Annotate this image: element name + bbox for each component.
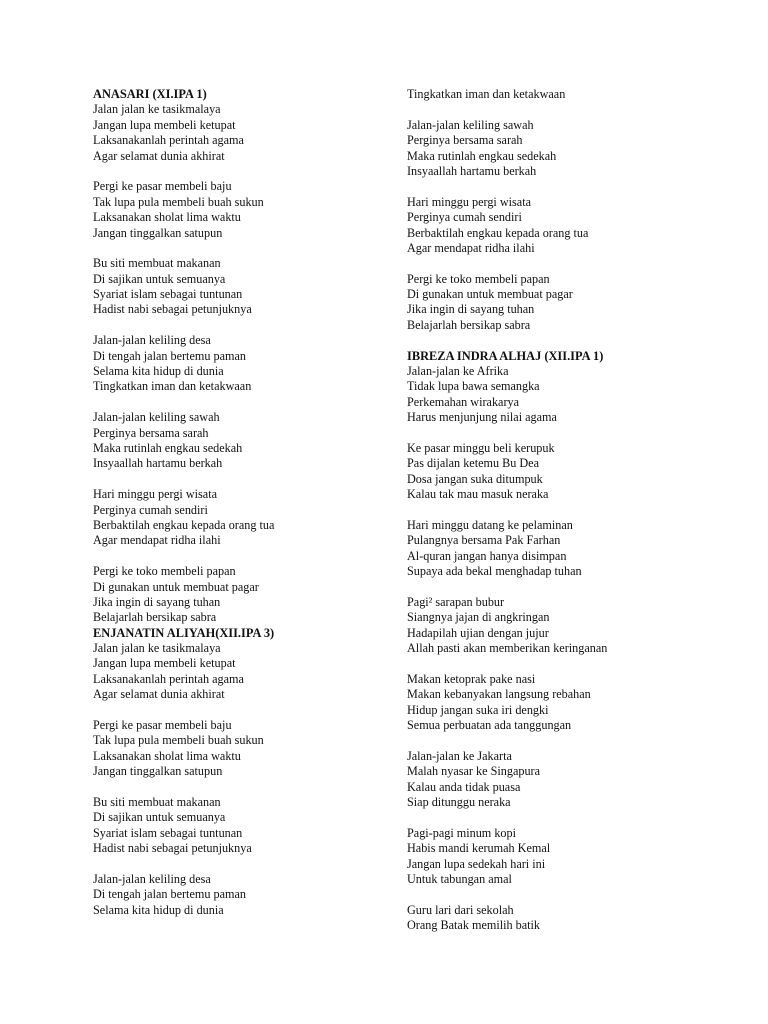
stanza-gap: [93, 164, 393, 179]
poem-line: Selama kita hidup di dunia: [93, 902, 224, 917]
poem-line: Laksanakan sholat lima waktu: [93, 210, 241, 225]
stanza-gap: [93, 857, 393, 872]
stanza-gap: [93, 318, 393, 333]
stanza-gap: [407, 179, 707, 194]
poem-line: Syariat islam sebagai tuntunan: [93, 825, 243, 840]
poem-line: Tidak lupa bawa semangka: [407, 379, 540, 394]
poem-line: Allah pasti akan memberikan keringanan: [407, 641, 608, 656]
poem-line: Syariat islam sebagai tuntunan: [93, 287, 243, 302]
poem-line: Jalan-jalan ke Afrika: [407, 364, 509, 379]
poem-line: Perginya cumah sendiri: [407, 210, 522, 225]
poem-line: Jalan-jalan ke Jakarta: [407, 748, 512, 763]
poem-line: Kalau tak mau masuk neraka: [407, 487, 549, 502]
poem-line: Di gunakan untuk membuat pagar: [407, 287, 573, 302]
poem-line: Laksanakan sholat lima waktu: [93, 748, 241, 763]
poem-line: Ke pasar minggu beli kerupuk: [407, 440, 555, 455]
poem-line: Habis mandi kerumah Kemal: [407, 841, 551, 856]
poem-line: Hari minggu pergi wisata: [93, 487, 217, 502]
author-heading: IBREZA INDRA ALHAJ (XII.IPA 1): [407, 348, 604, 363]
poem-line: Pergi ke pasar membeli baju: [93, 179, 232, 194]
poem-line: Maka rutinlah engkau sedekah: [407, 148, 557, 163]
poem-line: Maka rutinlah engkau sedekah: [93, 440, 243, 455]
poem-line: Dosa jangan suka ditumpuk: [407, 471, 543, 486]
poem-line: Di tengah jalan bertemu paman: [93, 887, 246, 902]
poem-line: Pagi² sarapan bubur: [407, 594, 505, 609]
poem-line: Pagi-pagi minum kopi: [407, 825, 517, 840]
poem-line: Jalan jalan ke tasikmalaya: [93, 641, 221, 656]
poem-line: Perkemahan wirakarya: [407, 394, 520, 409]
poem-line: Insyaallah hartamu berkah: [93, 456, 223, 471]
stanza-gap: [407, 887, 707, 902]
poem-line: Semua perbuatan ada tanggungan: [407, 718, 572, 733]
poem-line: Perginya cumah sendiri: [93, 502, 208, 517]
poem-line: Jika ingin di sayang tuhan: [93, 594, 221, 609]
author-heading: ENJANATIN ALIYAH(XII.IPA 3): [93, 625, 275, 640]
poem-line: Jalan-jalan keliling sawah: [93, 410, 220, 425]
poem-line: Pergi ke toko membeli papan: [407, 271, 550, 286]
poem-line: Harus menjunjung nilai agama: [407, 410, 557, 425]
stanza-gap: [407, 656, 707, 671]
poem-line: Perginya bersama sarah: [93, 425, 209, 440]
poem-line: Insyaallah hartamu berkah: [407, 163, 537, 178]
poem-line: Tak lupa pula membeli buah sukun: [93, 733, 264, 748]
poem-line: Malah nyasar ke Singapura: [407, 764, 541, 779]
poem-line: Untuk tabungan amal: [407, 871, 512, 886]
poem-line: Supaya ada bekal menghadap tuhan: [407, 564, 582, 579]
stanza-gap: [407, 810, 707, 825]
poem-line: Perginya bersama sarah: [407, 133, 523, 148]
poem-line: Laksanakanlah perintah agama: [93, 671, 244, 686]
poem-line: Di gunakan untuk membuat pagar: [93, 579, 259, 594]
poem-line: Tingkatkan iman dan ketakwaan: [407, 87, 566, 101]
stanza-gap: [407, 503, 707, 518]
poem-line: Jangan lupa sedekah hari ini: [407, 856, 546, 871]
poem-line: Pulangnya bersama Pak Farhan: [407, 533, 561, 548]
stanza-gap: [407, 426, 707, 441]
author-heading: ANASARI (XI.IPA 1): [93, 87, 207, 101]
poem-line: Bu siti membuat makanan: [93, 256, 221, 271]
poem-line: Di sajikan untuk semuanya: [93, 810, 226, 825]
stanza-gap: [93, 780, 393, 795]
poem-line: Jalan-jalan keliling desa: [93, 871, 211, 886]
poem-line: Agar selamat dunia akhirat: [93, 148, 225, 163]
poem-line: Makan ketoprak pake nasi: [407, 671, 536, 686]
stanza-gap: [407, 102, 707, 117]
left-column: [93, 87, 393, 918]
poem-line: Jalan-jalan keliling sawah: [407, 117, 534, 132]
poem-line: Hari minggu pergi wisata: [407, 194, 531, 209]
poem-line: Al-quran jangan hanya disimpan: [407, 548, 567, 563]
stanza-gap: [93, 241, 393, 256]
poem-line: Kalau anda tidak puasa: [407, 779, 521, 794]
poem-line: Agar selamat dunia akhirat: [93, 687, 225, 702]
poem-line: Jangan tinggalkan satupun: [93, 764, 223, 779]
stanza-gap: [93, 472, 393, 487]
poem-line: Jalan-jalan keliling desa: [93, 333, 211, 348]
poem-line: Hadist nabi sebagai petunjuknya: [93, 841, 252, 856]
poem-line: Berbaktilah engkau kepada orang tua: [93, 517, 275, 532]
poem-line: Siap ditunggu neraka: [407, 794, 511, 809]
stanza-gap: [407, 580, 707, 595]
poem-line: Guru lari dari sekolah: [407, 902, 514, 917]
poem-line: Agar mendapat ridha ilahi: [93, 533, 221, 548]
stanza-gap: [93, 549, 393, 564]
poem-line: Belajarlah bersikap sabra: [407, 317, 531, 332]
poem-line: Berbaktilah engkau kepada orang tua: [407, 225, 589, 240]
stanza-gap: [407, 733, 707, 748]
poem-line: Siangnya jajan di angkringan: [407, 610, 550, 625]
stanza-gap: [407, 333, 707, 348]
poem-line: Hadist nabi sebagai petunjuknya: [93, 302, 252, 317]
poem-line: Pergi ke toko membeli papan: [93, 564, 236, 579]
poem-line: Selama kita hidup di dunia: [93, 364, 224, 379]
poem-line: Belajarlah bersikap sabra: [93, 610, 217, 625]
poem-line: Makan kebanyakan langsung rebahan: [407, 687, 591, 702]
poem-line: Jalan jalan ke tasikmalaya: [93, 102, 221, 117]
poem-line: Tak lupa pula membeli buah sukun: [93, 194, 264, 209]
stanza-gap: [93, 703, 393, 718]
poem-line: Jika ingin di sayang tuhan: [407, 302, 535, 317]
poem-line: Pas dijalan ketemu Bu Dea: [407, 456, 539, 471]
right-column: [407, 87, 707, 933]
poem-line: Bu siti membuat makanan: [93, 794, 221, 809]
poem-line: Tingkatkan iman dan ketakwaan: [93, 379, 252, 394]
poem-line: Jangan lupa membeli ketupat: [93, 117, 236, 132]
poem-line: Jangan tinggalkan satupun: [93, 225, 223, 240]
poem-line: Jangan lupa membeli ketupat: [93, 656, 236, 671]
poem-line: Hidup jangan suka iri dengki: [407, 702, 549, 717]
poem-line: Agar mendapat ridha ilahi: [407, 240, 535, 255]
poem-line: Laksanakanlah perintah agama: [93, 133, 244, 148]
poem-line: Di tengah jalan bertemu paman: [93, 348, 246, 363]
stanza-gap: [407, 256, 707, 271]
poem-line: Orang Batak memilih batik: [407, 918, 541, 933]
poem-line: Di sajikan untuk semuanya: [93, 271, 226, 286]
stanza-gap: [93, 395, 393, 410]
poem-line: Hadapilah ujian dengan jujur: [407, 625, 549, 640]
poem-line: Hari minggu datang ke pelaminan: [407, 517, 573, 532]
poem-line: Pergi ke pasar membeli baju: [93, 718, 232, 733]
